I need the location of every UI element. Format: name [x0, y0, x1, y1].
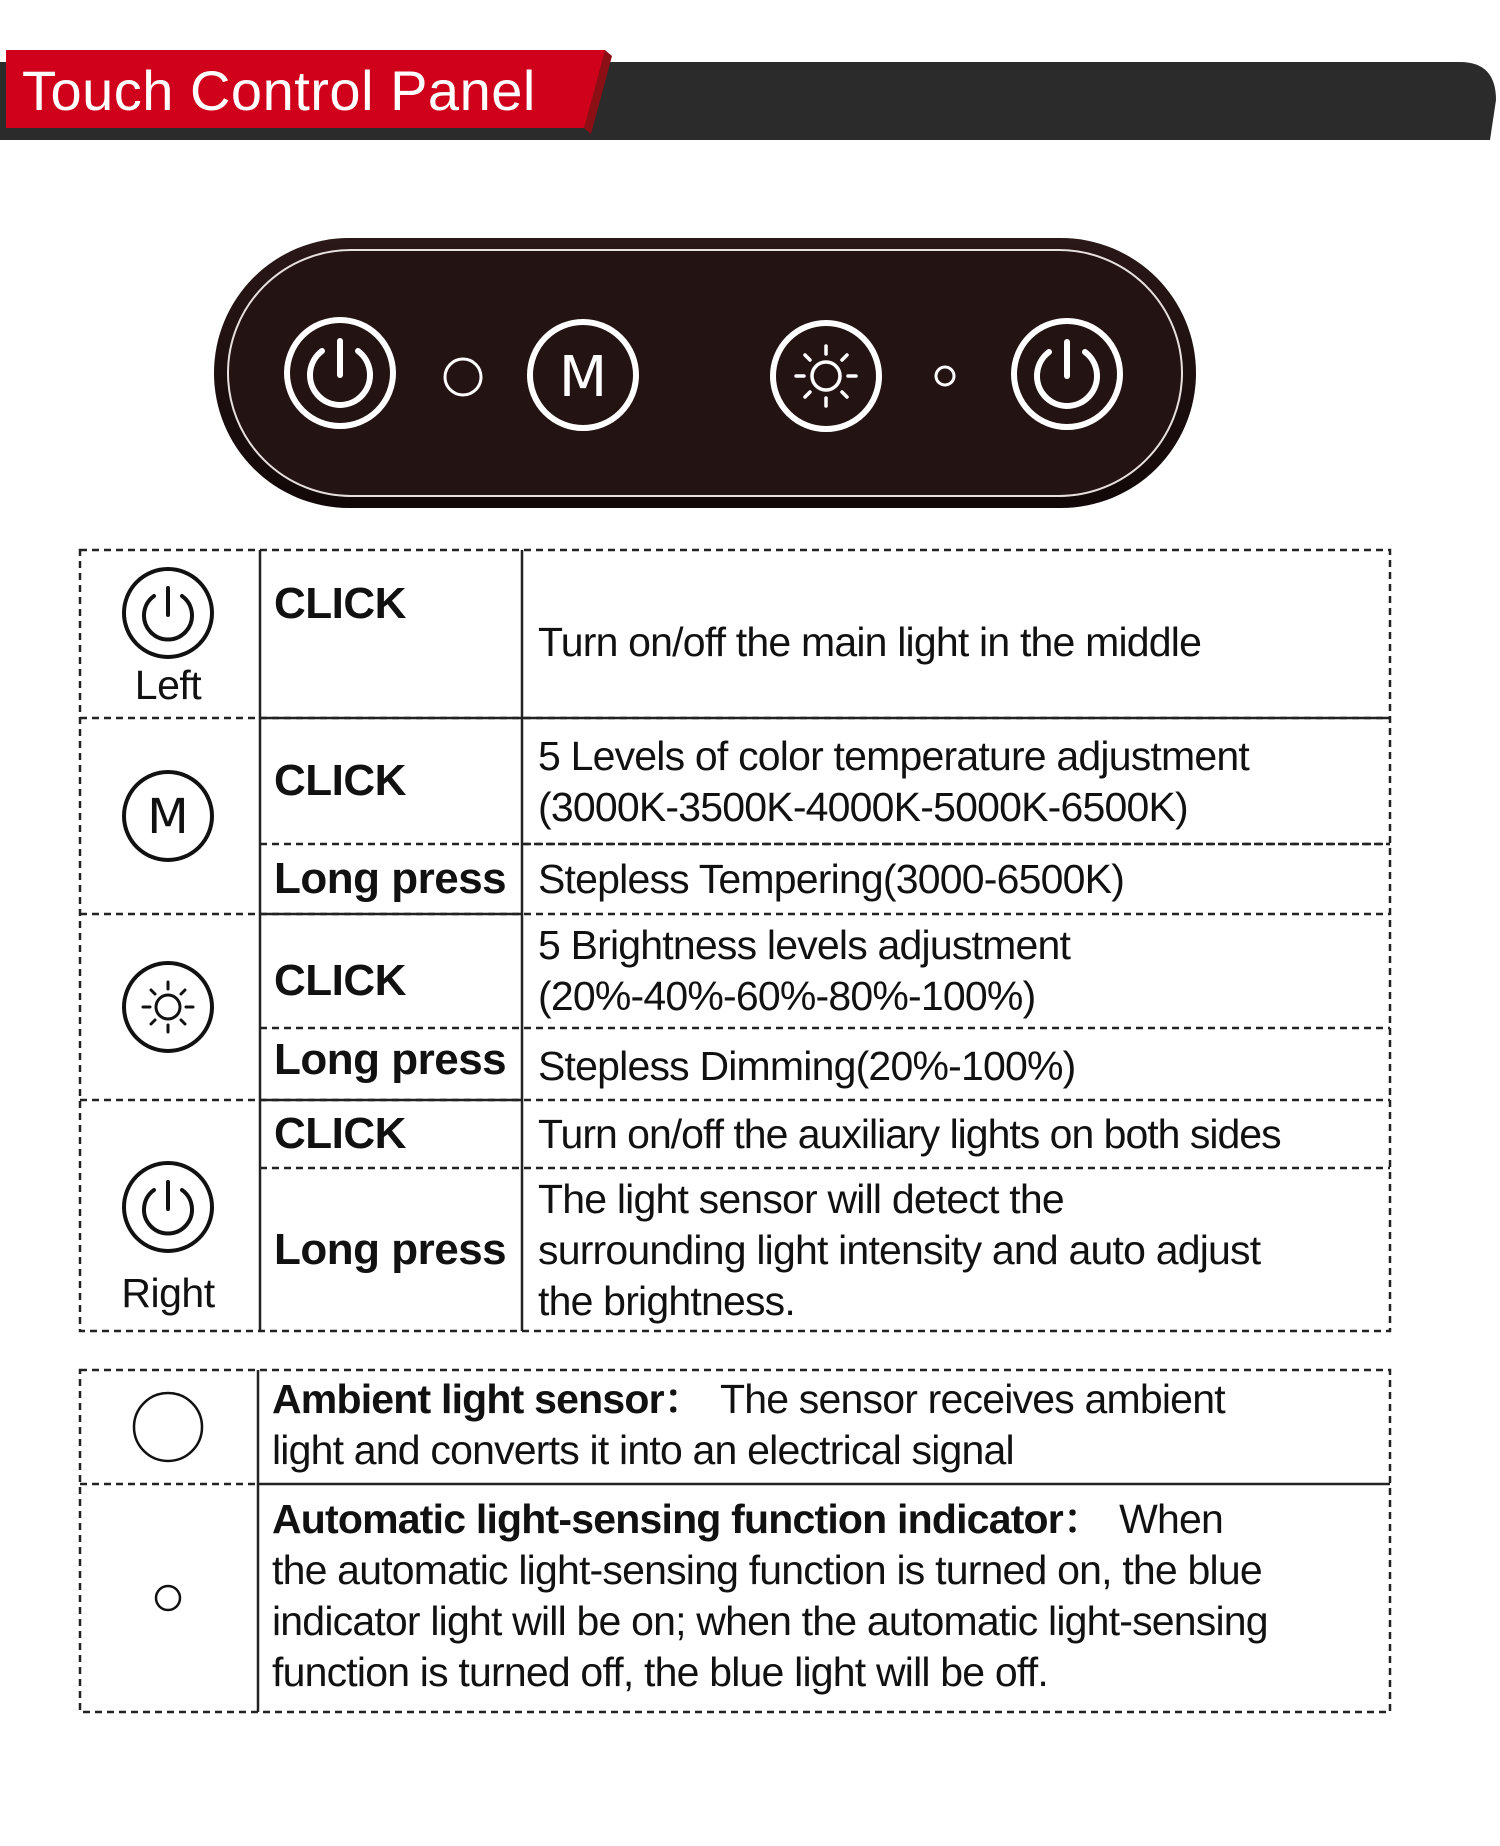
mode-longpress-action: Long press — [274, 854, 507, 903]
ambient-sensor-legend-cell — [78, 1370, 258, 1484]
indicator-legend-cell — [78, 1484, 258, 1712]
svg-text:M: M — [147, 789, 189, 845]
mode-button[interactable] — [530, 322, 636, 428]
left-click-description: Turn on/off the main light in the middle — [538, 618, 1202, 665]
indicator-title: Automatic light-sensing function indicator — [272, 1496, 1063, 1542]
right-longpress-description: The light sensor will detect the surrounding light intensity and auto adjust the brightness. — [538, 1175, 1261, 1324]
brightness-longpress-description: Stepless Dimming(20%-100%) — [538, 1042, 1076, 1089]
right-label: Right — [121, 1270, 215, 1316]
ambient-sensor-title: Ambient light sensor — [272, 1376, 664, 1422]
power-icon — [118, 1157, 218, 1257]
right-longpress-action: Long press — [274, 1225, 507, 1274]
ambient-sensor-description: Ambient light sensor： The sensor receives ambient light and converts it into an electrical signal — [272, 1376, 1225, 1473]
indicator-description: Automatic light-sensing function indicator： When the automatic light-sensing function is turned on, the blue indicator light will be on; when the automatic light-sensing function is turned off, the blue light will be off. — [272, 1496, 1268, 1695]
brightness-sun-icon — [118, 957, 218, 1057]
left-click-action: CLICK — [274, 579, 406, 628]
right-click-description: Turn on/off the auxiliary lights on both sides — [538, 1110, 1281, 1157]
left-label: Left — [134, 662, 202, 708]
mode-m-icon: M — [558, 345, 608, 410]
brightness-cell — [78, 914, 258, 1100]
left-power-cell — [78, 552, 258, 718]
right-power-cell — [78, 1100, 258, 1332]
ambient-sensor-icon — [128, 1387, 208, 1467]
power-icon — [118, 563, 218, 663]
mode-longpress-description: Stepless Tempering(3000-6500K) — [538, 855, 1125, 902]
brightness-click-action: CLICK — [274, 956, 406, 1005]
mode-m-icon — [118, 766, 218, 866]
left-power-button[interactable] — [287, 320, 393, 426]
brightness-longpress-action: Long press — [274, 1035, 507, 1084]
right-click-action: CLICK — [274, 1109, 406, 1158]
right-power-button[interactable] — [1014, 321, 1120, 427]
mode-cell — [78, 718, 258, 914]
touch-panel-device — [0, 230, 1500, 520]
indicator-light-icon — [148, 1578, 188, 1618]
brightness-click-description: 5 Brightness levels adjustment (20%-40%-60%-80%-100%) — [538, 922, 1071, 1019]
mode-click-description: 5 Levels of color temperature adjustment (3000K-3500K-4000K-5000K-6500K) — [538, 733, 1249, 830]
brightness-button[interactable] — [773, 323, 879, 429]
header-banner — [0, 0, 1500, 150]
mode-click-action: CLICK — [274, 756, 406, 805]
controls-table — [78, 548, 1392, 1333]
legend-table — [78, 1368, 1392, 1714]
page-title: Touch Control Panel — [22, 59, 536, 122]
